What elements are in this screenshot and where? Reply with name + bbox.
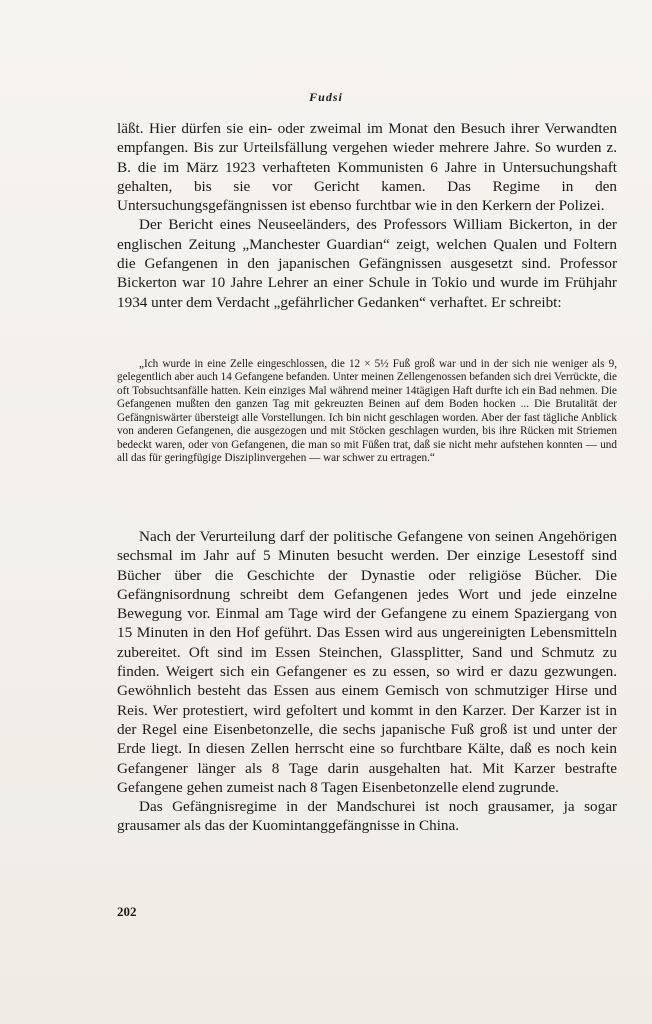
- block-quote: [117, 358, 617, 466]
- quote-text: „Ich wurde in eine Zelle eingeschlossen, die 12 × 5½ Fuß groß war und in der sich nie weniger als 9, gelegentlich aber auch 14 Gefangene befanden. Unter meinen Zellengenossen befanden sich drei Verrückte, die oft Tobsuchtsanfälle hatten. Kein einziges Mal während meiner 14tägigen Haft durfte ich ein Bad nehmen. Die Gefangenen mußten den ganzen Tag mit gekreuzten Beinen auf dem Boden hocken ... Die Brutalität der Gefängniswärter übersteigt alle Vorstellungen. Ich bin nicht geschlagen worden. Aber der fast tägliche Anblick von anderen Gefangenen, die ausgezogen und mit Stöcken geschlagen wurden, bis ihre Rücken mit Striemen bedeckt waren, oder von Gefangenen, die man so mit Füßen trat, daß sie nicht mehr aufstehen konnten — und all das für geringfügige Disziplinvergehen — war schwer zu ertragen.“: [117, 358, 617, 465]
- paragraph: Nach der Verurteilung darf der politische Gefangene von seinen Angehörigen sechsmal im Jahr auf 5 Minuten besucht werden. Der einzige Lesestoff sind Bücher über die Geschichte der Dynastie oder religiöse Bücher. Die Gefängnisordnung schreibt dem Gefangenen jedes Wort und jede einzelne Bewegung vor. Einmal am Tage wird der Gefangene zu einem Spaziergang von 15 Minuten in den Hof geführt. Das Essen wird aus ungereinigten Lebensmitteln zubereitet. Oft sind im Essen Steinchen, Glassplitter, Sand und Schmutz zu finden. Weigert sich ein Gefangener es zu essen, so wird er dazu gezwungen. Gewöhnlich besteht das Essen aus einem Gemisch von schmutziger Hirse und Reis. Wer protestiert, wird gefoltert und kommt in den Karzer. Der Karzer ist in der Regel eine Eisenbetonzelle, die sechs japanische Fuß groß ist und unter der Erde liegt. In diesen Zellen herrscht eine so furchtbare Kälte, daß es noch kein Gefangener länger als 8 Tage darin ausgehalten hat. Mit Karzer bestrafte Gefangene gehen zumeist nach 8 Tagen Eisenbetonzelle elend zugrunde.: [117, 528, 617, 796]
- paragraph: Das Gefängnisregime in der Mandschurei ist noch grausamer, ja sogar grausamer als das der Kuomintanggefängnisse in China.: [117, 798, 617, 835]
- body-text-bottom: [117, 527, 617, 836]
- page-number: 202: [117, 904, 137, 919]
- paragraph: läßt. Hier dürfen sie ein- oder zweimal im Monat den Besuch ihrer Verwandten empfangen. Bis zur Urteilsfällung vergehen wieder mehrere Jahre. So wurden z. B. die im März 1923 verhafteten Kommunisten 6 Jahre in Untersuchungshaft gehalten, bis sie vor Gericht kamen. Das Regime in den Untersuchungsgefängnissen ist ebenso furchtbar wie in den Kerkern der Polizei.: [117, 120, 617, 215]
- body-text-top: [117, 119, 617, 312]
- running-title: Fudsi: [309, 90, 343, 104]
- paragraph: Der Bericht eines Neuseeländers, des Professors William Bickerton, in der englischen Zeitung „Manchester Guardian“ zeigt, welchen Qualen und Foltern die Gefangenen in den japanischen Gefängnissen ausgesetzt sind. Professor Bickerton war 10 Jahre Lehrer an einer Schule in Tokio und wurde im Frühjahr 1934 unter dem Verdacht „gefährlicher Gedanken“ verhaftet. Er schreibt:: [117, 216, 617, 311]
